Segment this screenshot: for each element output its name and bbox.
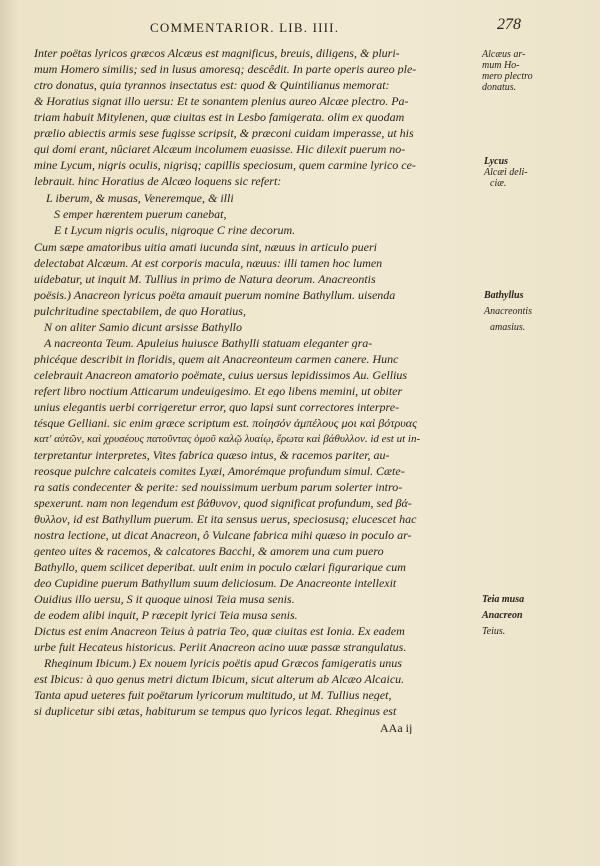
text-line: mum Homero similis; sed in lusus amoresq; descêdit. In parte operis aureo ple-: [34, 63, 417, 75]
text-line: tésque Gelliani. sic enim græce scriptum est. ποίησόν ἀμπέλους μοι καὶ βότρυας: [34, 417, 417, 429]
text-line: uidebatur, ut inquit M. Tullius in primo de Natura deorum. Anacreontis: [34, 273, 376, 285]
marginal-note: Lycus: [484, 156, 509, 167]
marginal-note: ciæ.: [490, 178, 507, 189]
text-line: spexerunt. nam non legendum est βάθυνον, quod significat profundum, sed βά-: [34, 497, 412, 509]
marginal-note: Bathyllus: [484, 290, 524, 301]
text-line: Dictus est enim Anacreon Teius à patria Teo, quæ ciuitas est Ionia. Ex eadem: [34, 625, 405, 637]
text-line: deo Cupidine puerum Bathyllum suum deliciosum. De Anacreonte intellexit: [34, 577, 397, 589]
marginal-note: Teia musa: [482, 594, 525, 605]
verse-line: A nacreonta Teum. Apuleius huiusce Bathylli statuam eleganter gra-: [44, 337, 373, 349]
verse-line: E t Lycum nigris oculis, nigroque C rine decorum.: [54, 224, 296, 236]
text-line: refert libro noctium Atticarum undeuigesimo. Et ego libens memini, ut obiter: [34, 385, 403, 397]
text-line: Bathyllo, quem scilicet deperibat. uult enim in poculo cælari figurarique cum: [34, 561, 406, 573]
running-title: COMMENTARIOR. LIB. IIII.: [150, 20, 340, 35]
marginal-note: Alcæi deli-: [484, 167, 528, 178]
marginal-note: donatus.: [482, 82, 517, 93]
text-line: genteo uites & racemos, & calcatores Bacchi, & amorem una cum puero: [34, 545, 384, 557]
greek-line: κατ' αὐτῶν, καὶ χρυσέους πατοῦντας ὁμοῦ καλῷ λυαίῳ, ἔρωτα καὶ βάθυλλον. id est ut in-: [34, 433, 421, 445]
text-line: celebrauit Anacreon amatorio poëmate, cuius uersus lepidissimos Au. Gellius: [34, 369, 408, 381]
text-line: delectabat Alcæum. At est corporis macula, næuus: illi tamen hoc lumen: [34, 257, 383, 269]
marginal-note: Anacreon: [482, 610, 523, 621]
text-line: & Horatius signat illo uersu: Et te sonantem plenius aureo Alcæe plectro. Pa-: [34, 95, 409, 107]
text-line: lebrauit. hinc Horatius de Alcæo loquens sic refert:: [34, 175, 282, 187]
folio-number: 278: [497, 16, 521, 33]
text-line: Tanta apud ueteres fuit poëtarum lyricorum multitudo, ut M. Tullius neget,: [34, 689, 392, 701]
marginal-note: mum Ho-: [482, 60, 520, 71]
text-line: prælio abiectis armis sese fugisse scripsit, & præconi cuidam imperasse, ut his: [34, 127, 414, 139]
text-line: qui domi erant, nûciaret Alcæum incolumem euasisse. Hic dilexit puerum no-: [34, 143, 406, 155]
marginal-note: Teius.: [482, 626, 506, 637]
marginal-note: amasius.: [490, 322, 526, 333]
text-line: urbe fuit Hecateus historicus. Periit Anacreon acino uuæ passæ strangulatus.: [34, 641, 407, 653]
signature-mark: AAa ij: [380, 722, 413, 734]
text-line: est Ibicus: à quo genus metri dictum Ibicum, sicut alterum ab Alcæo Alcaicu.: [34, 673, 405, 685]
text-line: Ouidius illo uersu, S it quoque uinosi Teia musa senis.: [34, 593, 295, 605]
text-line: Cum sæpe amatoribus uitia amati iucunda sint, næuus in articulo pueri: [34, 241, 378, 253]
text-line: ctro donatus, quia tyrannos insectatus est: quod & Quintilianus memorat:: [34, 79, 390, 91]
text-line: triam habuit Mitylenen, quæ ciuitas est in Lesbo famigerata. olim ex quodam: [34, 111, 405, 123]
text-line: Inter poëtas lyricos græcos Alcæus est magnificus, breuis, diligens, & pluri-: [34, 47, 400, 59]
marginal-note: mero plectro: [482, 71, 533, 82]
text-line: mine Lycum, nigris oculis, nigrisq; capillis speciosum, quem carmine lyrico ce-: [34, 159, 416, 171]
text-line: pulchritudine spectabilem, de quo Horatius,: [34, 305, 246, 317]
text-line: θυλλον, id est Bathyllum puerum. Et ita sensus uerus, speciosusq; elucescet hac: [34, 513, 417, 525]
marginal-note: Anacreontis: [484, 306, 532, 317]
text-line: ra satis condecenter & perite: sed nouissimum uerbum parum solerter intro-: [34, 481, 403, 493]
text-line: reosque pulchre calcateis comites Lyæi, Amorémque profundum simul. Cæte-: [34, 465, 405, 477]
marginal-note: Alcæus ar-: [482, 49, 526, 60]
text-line: unius elegantis uerbi corrigeretur error, quo lapsi sunt correctores interpre-: [34, 401, 400, 413]
text-line: phicéque describit in floridis, quem ait Anacreonteum carmen canere. Hunc: [34, 353, 399, 365]
text-line: de eodem alibi inquit, P ræcepit lyrici Teia musa senis.: [34, 609, 298, 621]
text-line: si duplicetur sibi ætas, habiturum se tempus quo lyricos legat. Rheginus est: [34, 705, 397, 717]
text-line: poësis.) Anacreon lyricus poëta amauit puerum nomine Bathyllum. uisenda: [34, 289, 396, 301]
verse-line: L iberum, & musas, Veneremque, & illi: [46, 192, 234, 204]
text-line: nostra lectione, ut dicat Anacreon, ô Vulcane fabrica mihi quæso in poculo ar-: [34, 529, 412, 541]
verse-line: N on aliter Samio dicunt arsisse Bathyllo: [44, 321, 242, 333]
verse-line: S emper hærentem puerum canebat,: [54, 208, 227, 220]
text-line: Rheginum Ibicum.) Ex nouem lyricis poëtis apud Græcos famigeratis unus: [44, 657, 402, 669]
text-line: terpretantur interpretes, Vites fabrica quæso intus, & racemos pariter, au-: [34, 449, 390, 461]
